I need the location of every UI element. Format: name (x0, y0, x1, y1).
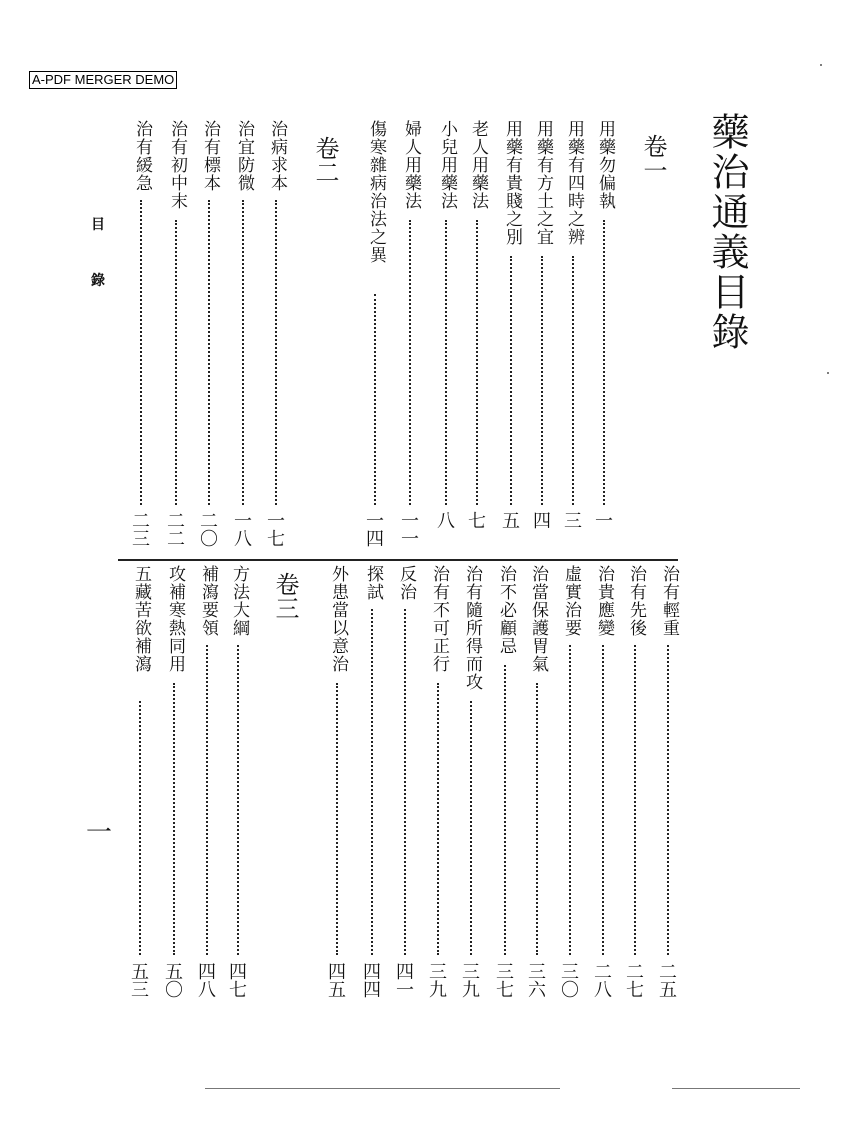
toc-entry (263, 120, 289, 555)
toc-entry (557, 565, 583, 1000)
leader-dots (536, 683, 538, 955)
entry-page: 一 (592, 511, 613, 529)
entry-title: 方法大綱 (229, 565, 249, 637)
leader-dots (476, 220, 478, 505)
leader-dots (504, 665, 506, 955)
toc-entry (127, 565, 153, 1000)
catalog-label: 錄 (91, 273, 105, 289)
entry-title: 用藥有方土之宜 (533, 120, 553, 246)
entry-page: 八 (434, 511, 455, 529)
entry-page: 二八 (591, 962, 612, 998)
entry-page: 一八 (231, 511, 252, 547)
leader-dots (470, 701, 472, 955)
leader-dots (409, 220, 411, 505)
leader-dots (336, 683, 338, 955)
leader-dots (445, 220, 447, 505)
toc-entry (359, 565, 385, 1000)
entry-title: 五藏苦欲補瀉 (131, 565, 151, 673)
toc-entry (591, 120, 617, 555)
toc-entry (194, 565, 220, 1000)
scan-speck (820, 64, 822, 66)
entry-page: 四五 (325, 962, 346, 998)
leader-dots (208, 200, 210, 505)
entry-page: 四八 (195, 962, 216, 998)
entry-title: 治不必顧忌 (496, 565, 516, 655)
entry-page: 三九 (459, 962, 480, 998)
toc-entry (362, 120, 388, 555)
toc-entry (128, 120, 154, 555)
entry-title: 治有輕重 (659, 565, 679, 637)
entry-page: 二三 (129, 511, 150, 547)
leader-dots (510, 256, 512, 505)
entry-title: 攻補寒熱同用 (165, 565, 185, 673)
leader-dots (602, 645, 604, 955)
entry-title: 治宜防微 (234, 120, 254, 192)
entry-title: 反治 (396, 565, 416, 601)
scan-artifact-line (205, 1088, 560, 1089)
toc-entry (590, 565, 616, 1000)
entry-page: 四七 (226, 962, 247, 998)
entry-title: 用藥有四時之辨 (564, 120, 584, 246)
entry-title: 治貴應變 (594, 565, 614, 637)
toc-entry (163, 120, 189, 555)
entry-page: 一七 (264, 511, 285, 547)
entry-page: 三九 (426, 962, 447, 998)
entry-page: 三七 (493, 962, 514, 998)
leader-dots (634, 645, 636, 955)
entry-page: 五三 (128, 962, 149, 998)
toc-entry (324, 565, 350, 1000)
entry-title: 老人用藥法 (468, 120, 488, 210)
entry-title: 治有不可正行 (429, 565, 449, 673)
watermark-label: A-PDF MERGER DEMO (29, 71, 177, 89)
toc-entry (492, 565, 518, 1000)
entry-title: 治當保護胃氣 (528, 565, 548, 673)
entry-page: 五 (499, 511, 520, 529)
section-label: 目 (91, 217, 105, 233)
entry-title: 治有先後 (626, 565, 646, 637)
scan-speck (827, 372, 829, 374)
entry-page: 四四 (360, 962, 381, 998)
toc-entry (433, 120, 459, 555)
entry-title: 虛實治要 (561, 565, 581, 637)
volume-one-heading: 卷一 (639, 134, 667, 182)
toc-entry (498, 120, 524, 555)
volume-two-heading: 卷二 (311, 136, 339, 184)
leader-dots (242, 200, 244, 505)
leader-dots (541, 256, 543, 505)
entry-page: 二〇 (197, 511, 218, 547)
entry-title: 小兒用藥法 (437, 120, 457, 210)
leader-dots (572, 256, 574, 505)
volume-three-heading: 卷三 (271, 572, 299, 620)
page-number: 一 (86, 818, 113, 848)
leader-dots (667, 645, 669, 955)
entry-page: 三六 (525, 962, 546, 998)
entry-page: 二二 (164, 511, 185, 547)
entry-page: 一一 (398, 511, 419, 547)
toc-entry (560, 120, 586, 555)
leader-dots (237, 645, 239, 955)
entry-title: 外患當以意治 (328, 565, 348, 673)
toc-entry (622, 565, 648, 1000)
page-title: 藥治通義目錄 (705, 112, 749, 352)
leader-dots (206, 645, 208, 955)
entry-title: 治有標本 (200, 120, 220, 192)
toc-entry (458, 565, 484, 1000)
toc-entry (230, 120, 256, 555)
entry-page: 一四 (363, 511, 384, 547)
toc-entry (397, 120, 423, 555)
leader-dots (569, 645, 571, 955)
leader-dots (437, 683, 439, 955)
entry-title: 補瀉要領 (198, 565, 218, 637)
toc-entry (524, 565, 550, 1000)
entry-page: 五〇 (162, 962, 183, 998)
toc-entry (529, 120, 555, 555)
toc-entry (392, 565, 418, 1000)
leader-dots (140, 200, 142, 505)
leader-dots (275, 200, 277, 505)
entry-title: 治有隨所得而攻 (462, 565, 482, 691)
toc-entry (425, 565, 451, 1000)
leader-dots (374, 294, 376, 505)
leader-dots (175, 220, 177, 505)
entry-title: 用藥有貴賤之別 (502, 120, 522, 246)
leader-dots (173, 683, 175, 955)
entry-title: 治有緩急 (132, 120, 152, 192)
entry-page: 三〇 (558, 962, 579, 998)
entry-title: 婦人用藥法 (401, 120, 421, 210)
section-divider (118, 559, 678, 561)
toc-entry (464, 120, 490, 555)
leader-dots (371, 609, 373, 955)
toc-entry (655, 565, 681, 1000)
entry-title: 治病求本 (267, 120, 287, 192)
leader-dots (603, 220, 605, 505)
scan-artifact-line (672, 1088, 800, 1089)
leader-dots (139, 701, 141, 955)
entry-title: 探試 (363, 565, 383, 601)
toc-entry (225, 565, 251, 1000)
entry-page: 二五 (656, 962, 677, 998)
leader-dots (404, 609, 406, 955)
entry-page: 二七 (623, 962, 644, 998)
toc-entry (161, 565, 187, 1000)
entry-title: 治有初中末 (167, 120, 187, 210)
entry-page: 四一 (393, 962, 414, 998)
toc-entry (196, 120, 222, 555)
entry-title: 傷寒雜病治法之異 (366, 120, 386, 264)
entry-page: 四 (530, 511, 551, 529)
entry-page: 七 (465, 511, 486, 529)
entry-title: 用藥勿偏執 (595, 120, 615, 210)
entry-page: 三 (561, 511, 582, 529)
